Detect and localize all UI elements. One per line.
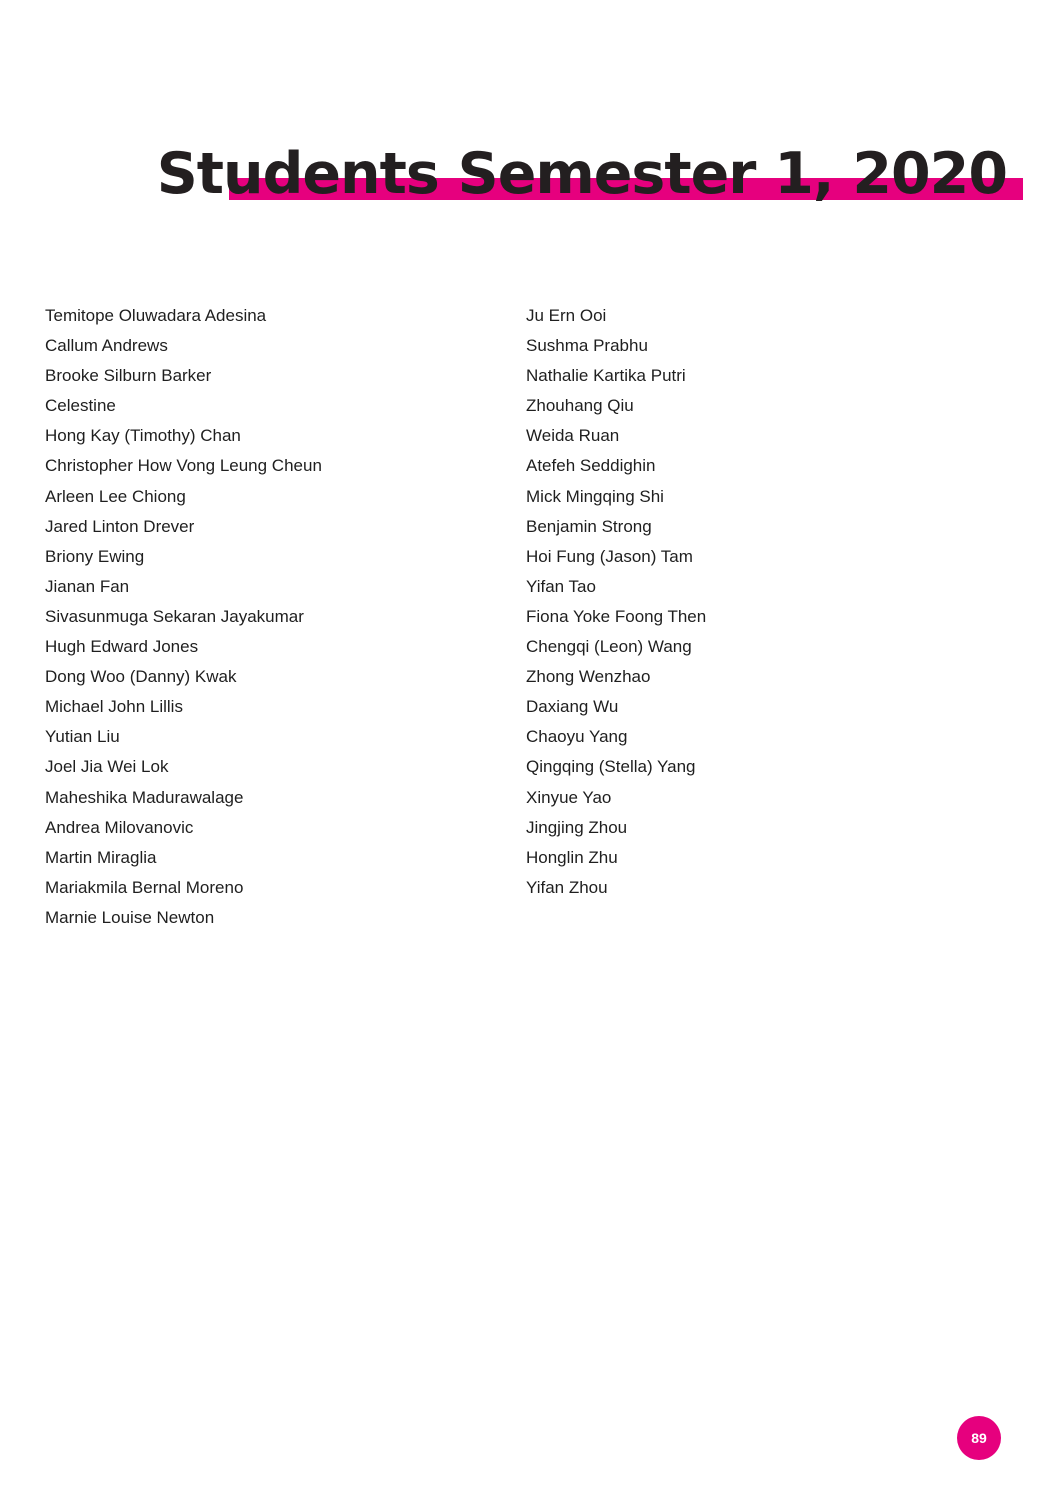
student-name: Maheshika Madurawalage [45, 787, 244, 807]
student-name: Andrea Milovanovic [45, 817, 194, 837]
student-name: Daxiang Wu [526, 697, 619, 717]
student-name: Celestine [45, 396, 116, 416]
student-name: Zhouhang Qiu [526, 396, 634, 416]
student-name: Brooke Silburn Barker [45, 366, 212, 386]
student-name: Marnie Louise Newton [45, 907, 215, 927]
student-name: Yutian Liu [45, 727, 120, 747]
student-name: Michael John Lillis [45, 697, 183, 717]
student-name: Mariakmila Bernal Moreno [45, 877, 244, 897]
student-name: Zhong Wenzhao [526, 667, 651, 687]
student-list-left [45, 301, 495, 933]
student-name: Yifan Tao [526, 576, 596, 596]
page-title: Students Semester 1, 2020 [156, 141, 1007, 207]
student-name: Yifan Zhou [526, 877, 608, 897]
student-name: Nathalie Kartika Putri [526, 366, 686, 386]
student-list-right [526, 301, 976, 903]
student-name: Chengqi (Leon) Wang [526, 637, 692, 657]
student-name: Briony Ewing [45, 546, 145, 566]
student-name: Hong Kay (Timothy) Chan [45, 426, 241, 446]
student-name: Arleen Lee Chiong [45, 486, 186, 506]
student-name: Weida Ruan [526, 426, 620, 446]
page-title-block [156, 141, 1023, 207]
student-name: Dong Woo (Danny) Kwak [45, 667, 237, 687]
student-name: Christopher How Vong Leung Cheun [45, 456, 322, 476]
student-name: Fiona Yoke Foong Then [526, 606, 707, 626]
student-name: Martin Miraglia [45, 847, 157, 867]
student-name: Hoi Fung (Jason) Tam [526, 546, 693, 566]
student-name: Qingqing (Stella) Yang [526, 757, 696, 777]
student-name: Sushma Prabhu [526, 336, 648, 356]
student-name: Temitope Oluwadara Adesina [45, 306, 267, 325]
student-name: Joel Jia Wei Lok [45, 757, 169, 777]
student-name: Benjamin Strong [526, 516, 652, 536]
student-name: Hugh Edward Jones [45, 637, 199, 657]
student-name: Jingjing Zhou [526, 817, 628, 837]
student-name: Mick Mingqing Shi [526, 486, 664, 506]
page-number-badge: 89 [957, 1416, 1001, 1460]
student-name: Jared Linton Drever [45, 516, 195, 536]
student-name: Ju Ern Ooi [526, 306, 607, 325]
student-name: Callum Andrews [45, 336, 168, 356]
student-name: Sivasunmuga Sekaran Jayakumar [45, 606, 304, 626]
student-name: Honglin Zhu [526, 847, 618, 867]
student-name: Jianan Fan [45, 576, 130, 596]
student-name: Chaoyu Yang [526, 727, 628, 747]
student-name: Xinyue Yao [526, 787, 612, 807]
student-name: Atefeh Seddighin [526, 456, 656, 476]
